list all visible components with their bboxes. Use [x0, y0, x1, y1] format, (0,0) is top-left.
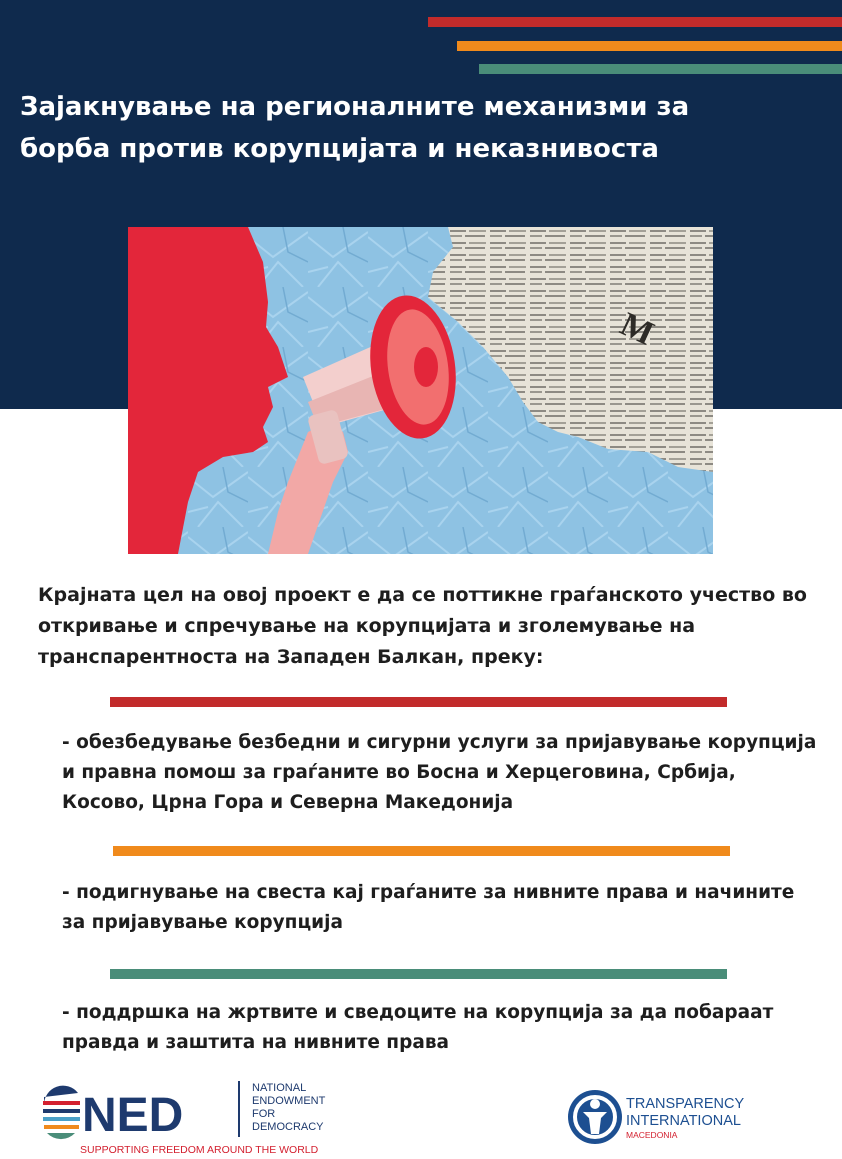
- svg-text:NATIONAL: NATIONAL: [252, 1082, 307, 1094]
- svg-text:DEMOCRACY: DEMOCRACY: [252, 1121, 324, 1133]
- ned-globe-icon: [43, 1086, 80, 1139]
- list-item: - обезбедување безбедни и сигурни услуги за пријавување корупција и правна помош за граѓаните во Босна и Херцеговина, Србија, Косово, Црна Гора и Северна Македонија: [62, 732, 817, 813]
- header-stripe-red: [428, 17, 842, 27]
- list-item: - подигнување на свеста кај граѓаните за нивните права и начините за пријавување корупција: [62, 882, 795, 933]
- divider-green: [110, 969, 727, 979]
- page-title: Зајакнување на регионалните механизми за борба против корупцијата и неказнивоста: [20, 92, 690, 164]
- svg-text:INTERNATIONAL: INTERNATIONAL: [626, 1113, 741, 1129]
- header-stripe-orange: [457, 41, 842, 51]
- svg-text:SUPPORTING FREEDOM AROUND THE: SUPPORTING FREEDOM AROUND THE WORLD: [80, 1144, 319, 1155]
- intro-paragraph: Крајната цел на овој проект е да се поттикне граѓанското учество во откривање и спречување на корупцијата и зголемување на транспарентноста на Западен Балкан, преку:: [38, 584, 807, 668]
- svg-text:ENDOWMENT: ENDOWMENT: [252, 1095, 326, 1107]
- svg-text:FOR: FOR: [252, 1108, 276, 1120]
- svg-text:M: M: [614, 305, 660, 353]
- transparency-international-logo: [566, 1088, 796, 1146]
- megaphone-collage-image: [128, 227, 713, 554]
- header-stripe-green: [479, 64, 842, 74]
- svg-text:TRANSPARENCY: TRANSPARENCY: [626, 1096, 745, 1112]
- divider-orange: [113, 846, 730, 856]
- ned-logo: [42, 1075, 372, 1155]
- list-item: - поддршка на жртвите и сведоците на корупција за да побараат правда и заштита на нивните права: [62, 1002, 774, 1053]
- svg-text:NED: NED: [82, 1089, 184, 1142]
- svg-text:MACEDONIA: MACEDONIA: [626, 1130, 678, 1140]
- divider-red: [110, 697, 727, 707]
- ti-emblem-icon: [568, 1090, 622, 1144]
